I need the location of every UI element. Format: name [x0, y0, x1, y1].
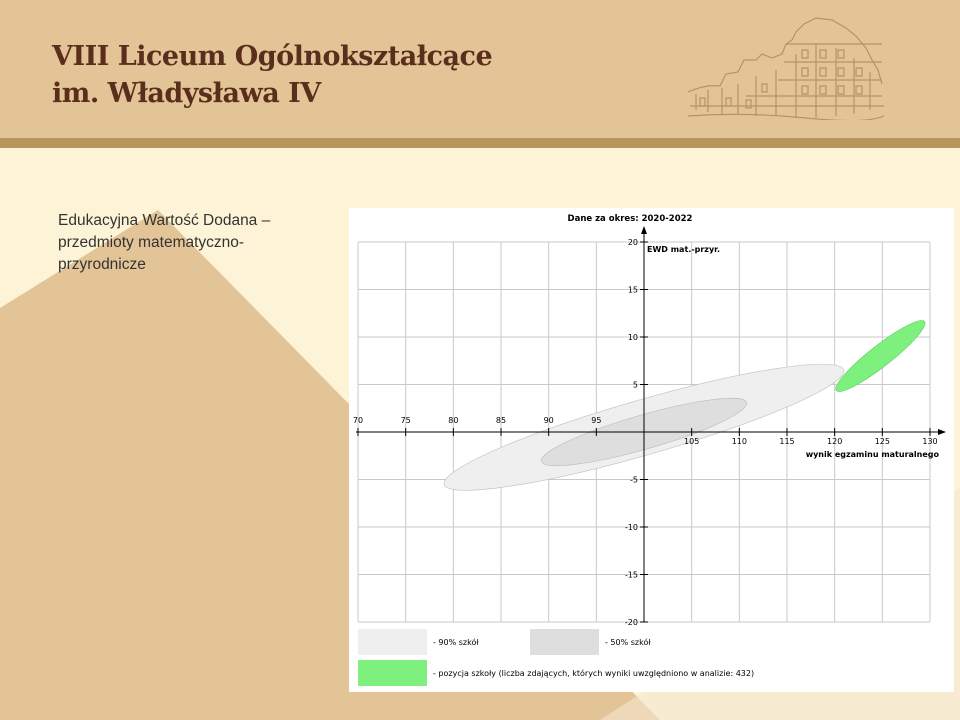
- y-tick-label--20: -20: [624, 618, 638, 627]
- legend-swatch-90: [358, 629, 427, 655]
- x-axis-arrow: [938, 429, 946, 435]
- y-axis-label: EWD mat.-przyr.: [647, 245, 721, 254]
- y-tick-label-10: 10: [627, 333, 638, 342]
- chart-title: Dane za okres: 2020-2022: [567, 214, 693, 224]
- x-tick-label-115: 115: [779, 437, 795, 446]
- y-tick-label--5: -5: [630, 475, 638, 485]
- x-tick-label-75: 75: [400, 416, 411, 425]
- legend-swatch-50: [530, 629, 599, 655]
- legend-swatch-school: [358, 660, 427, 686]
- school-building-sketch-icon: [686, 14, 886, 120]
- x-tick-label-130: 130: [922, 437, 938, 446]
- legend-label-50: - 50% szkół: [605, 638, 651, 647]
- legend-label-school: - pozycja szkoły (liczba zdających, których wyniki uwzględniono w analizie: 432): [433, 669, 755, 678]
- title-line-2: im. Władysława IV: [52, 78, 321, 109]
- y-tick-label-5: 5: [632, 380, 638, 390]
- y-tick-label-15: 15: [627, 285, 638, 295]
- x-tick-label-95: 95: [591, 416, 602, 425]
- x-tick-label-125: 125: [874, 437, 890, 446]
- x-axis-label: wynik egzaminu maturalnego: [805, 450, 939, 459]
- ewd-chart: [349, 208, 954, 692]
- slide-subtitle: Edukacyjna Wartość Dodana – przedmioty matematyczno-przyrodnicze: [58, 212, 271, 273]
- legend: [358, 629, 754, 686]
- region-layer: [437, 313, 932, 511]
- x-tick-label-85: 85: [495, 416, 507, 425]
- x-tick-label-90: 90: [543, 416, 554, 425]
- y-axis-arrow: [641, 226, 647, 234]
- y-tick-label-20: 20: [627, 238, 638, 247]
- y-tick-label--15: -15: [624, 570, 638, 580]
- x-tick-label-105: 105: [684, 437, 700, 446]
- y-tick-label--10: -10: [624, 523, 638, 532]
- page-title: [52, 38, 492, 112]
- school-position-marker: [830, 313, 931, 399]
- x-tick-label-120: 120: [827, 437, 843, 446]
- title-line-1: VIII Liceum Ogólnokształcące: [52, 41, 493, 72]
- x-tick-label-80: 80: [448, 416, 459, 425]
- x-tick-label-70: 70: [352, 416, 364, 425]
- ewd-chart-svg: [349, 208, 954, 692]
- x-tick-label-110: 110: [731, 437, 747, 446]
- legend-label-90: - 90% szkół: [433, 638, 479, 647]
- header-rule: [0, 138, 960, 148]
